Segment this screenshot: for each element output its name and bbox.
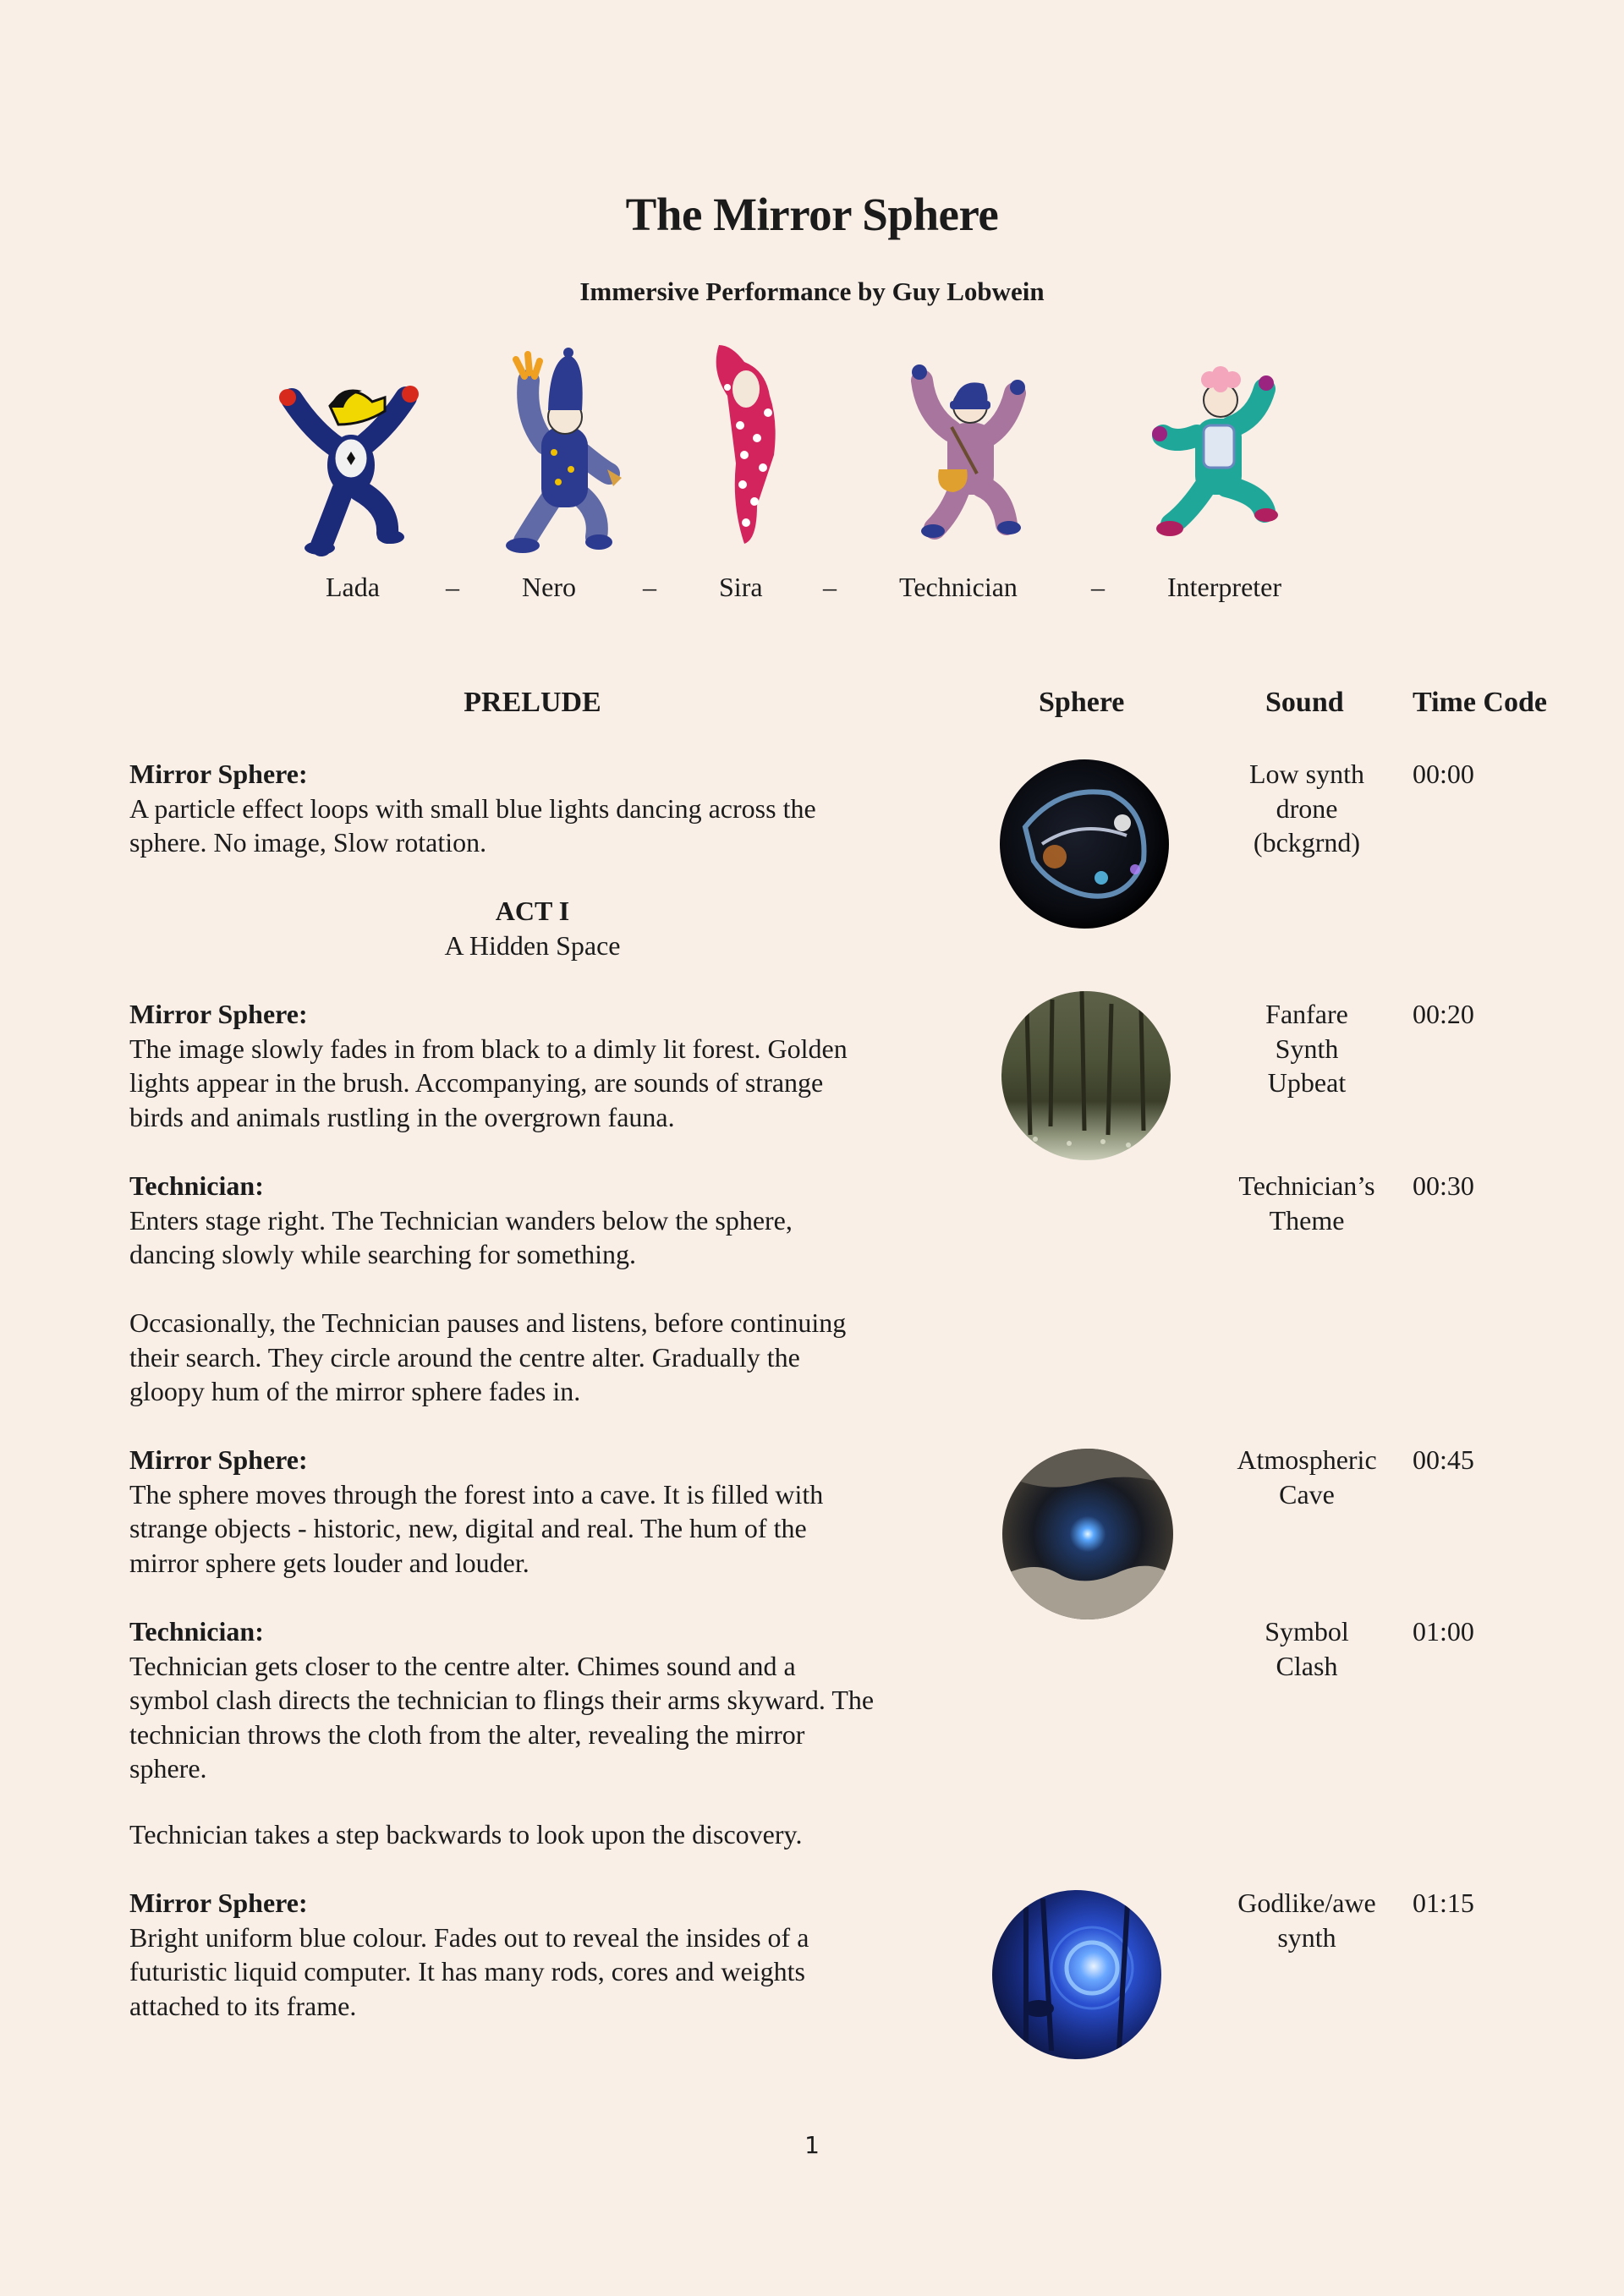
cast-separator: – bbox=[643, 572, 656, 602]
cast-name-lada: Lada bbox=[326, 572, 380, 602]
lada-figure-icon bbox=[271, 364, 431, 558]
nero-figure-icon bbox=[491, 342, 634, 558]
time-code: 01:15 bbox=[1413, 1888, 1474, 1918]
script-entry bbox=[129, 757, 941, 860]
script-line: sphere. bbox=[129, 1753, 207, 1784]
character-label: Mirror Sphere: bbox=[129, 999, 308, 1029]
script-line: The sphere moves through the forest into a cave. It is filled with bbox=[129, 1478, 824, 1510]
script-line: birds and animals rustling in the overgrown fauna. bbox=[129, 1101, 675, 1132]
sound-cue: Fanfare Synth Upbeat bbox=[1265, 999, 1348, 1098]
script-entry bbox=[129, 1614, 941, 1786]
time-code-column-heading: Time Code bbox=[1413, 687, 1547, 718]
document-title: The Mirror Sphere bbox=[625, 189, 999, 240]
script-line: strange objects - historic, new, digital and real. The hum of the bbox=[129, 1513, 807, 1543]
time-code: 00:00 bbox=[1413, 759, 1474, 789]
script-line: sphere. No image, Slow rotation. bbox=[129, 827, 487, 858]
time-code: 00:45 bbox=[1413, 1444, 1474, 1475]
script-entry bbox=[129, 1306, 941, 1409]
sound-cue: Symbol Clash bbox=[1265, 1616, 1349, 1681]
sira-figure-icon bbox=[694, 337, 804, 552]
script-line: dancing slowly while searching for something. bbox=[129, 1239, 636, 1269]
cast-name-interpreter: Interpreter bbox=[1167, 572, 1282, 602]
script-line: Technician takes a step backwards to look upon the discovery. bbox=[129, 1819, 803, 1849]
time-code: 00:20 bbox=[1413, 999, 1474, 1029]
script-entry bbox=[129, 1886, 941, 2023]
sound-cue: Low synth drone (bckgrnd) bbox=[1249, 759, 1364, 858]
cast-separator: – bbox=[1091, 572, 1105, 602]
script-line: technician throws the cloth from the alter, revealing the mirror bbox=[129, 1718, 805, 1750]
script-line: symbol clash directs the technician to flings their arms skyward. The bbox=[129, 1685, 875, 1715]
document-subtitle: Immersive Performance by Guy Lobwein bbox=[579, 277, 1045, 306]
script-line: The image slowly fades in from black to a dimly lit forest. Golden bbox=[129, 1033, 848, 1064]
act-heading bbox=[129, 894, 935, 962]
script-line: mirror sphere gets louder and louder. bbox=[129, 1547, 529, 1578]
time-code: 01:00 bbox=[1413, 1616, 1474, 1647]
character-label: Mirror Sphere: bbox=[129, 1888, 308, 1918]
character-label: Technician: bbox=[129, 1170, 264, 1201]
sphere-image-cave bbox=[1002, 1449, 1173, 1619]
character-label: Technician: bbox=[129, 1616, 264, 1647]
sphere-image-crystal-particles bbox=[1000, 759, 1169, 929]
sphere-image-forest bbox=[1001, 991, 1171, 1160]
sound-cue: Technician’s Theme bbox=[1238, 1170, 1375, 1236]
script-entry bbox=[129, 997, 941, 1134]
script-line: their search. They circle around the centre alter. Gradually the bbox=[129, 1341, 800, 1373]
script-entry bbox=[129, 1817, 941, 1852]
page-number: 1 bbox=[804, 2131, 820, 2159]
cast-name-nero: Nero bbox=[522, 572, 576, 602]
script-line: Occasionally, the Technician pauses and listens, before continuing bbox=[129, 1307, 847, 1338]
script-line: gloopy hum of the mirror sphere fades in. bbox=[129, 1376, 581, 1406]
technician-figure-icon bbox=[901, 347, 1036, 545]
script-entry bbox=[129, 1443, 941, 1580]
script-line: Bright uniform blue colour. Fades out to reveal the insides of a bbox=[129, 1921, 809, 1953]
character-label: Mirror Sphere: bbox=[129, 1444, 308, 1475]
script-entry bbox=[129, 1169, 941, 1272]
script-line: attached to its frame. bbox=[129, 1990, 357, 2021]
sphere-image-liquid-computer bbox=[992, 1890, 1161, 2059]
script-line: A particle effect loops with small blue lights dancing across the bbox=[129, 792, 816, 824]
sphere-column-heading: Sphere bbox=[1039, 687, 1125, 718]
cast-separator: – bbox=[446, 572, 459, 602]
sound-column-heading: Sound bbox=[1265, 687, 1344, 718]
character-label: Mirror Sphere: bbox=[129, 759, 308, 789]
act-title: ACT I bbox=[495, 896, 570, 926]
prelude-heading: PRELUDE bbox=[464, 687, 601, 718]
script-line: Enters stage right. The Technician wanders below the sphere, bbox=[129, 1204, 793, 1236]
script-line: Technician gets closer to the centre alter. Chimes sound and a bbox=[129, 1650, 796, 1681]
cast-name-sira: Sira bbox=[719, 572, 763, 602]
sound-cue: Godlike/awe synth bbox=[1237, 1888, 1376, 1953]
cast-name-technician: Technician bbox=[899, 572, 1018, 602]
cast-separator: – bbox=[823, 572, 837, 602]
script-line: futuristic liquid computer. It has many rods, cores and weights bbox=[129, 1956, 805, 1986]
act-subtitle: A Hidden Space bbox=[444, 929, 621, 961]
interpreter-figure-icon bbox=[1138, 342, 1294, 545]
time-code: 00:30 bbox=[1413, 1170, 1474, 1201]
script-line: lights appear in the brush. Accompanying, are sounds of strange bbox=[129, 1067, 824, 1098]
sound-cue: Atmospheric Cave bbox=[1237, 1444, 1377, 1510]
